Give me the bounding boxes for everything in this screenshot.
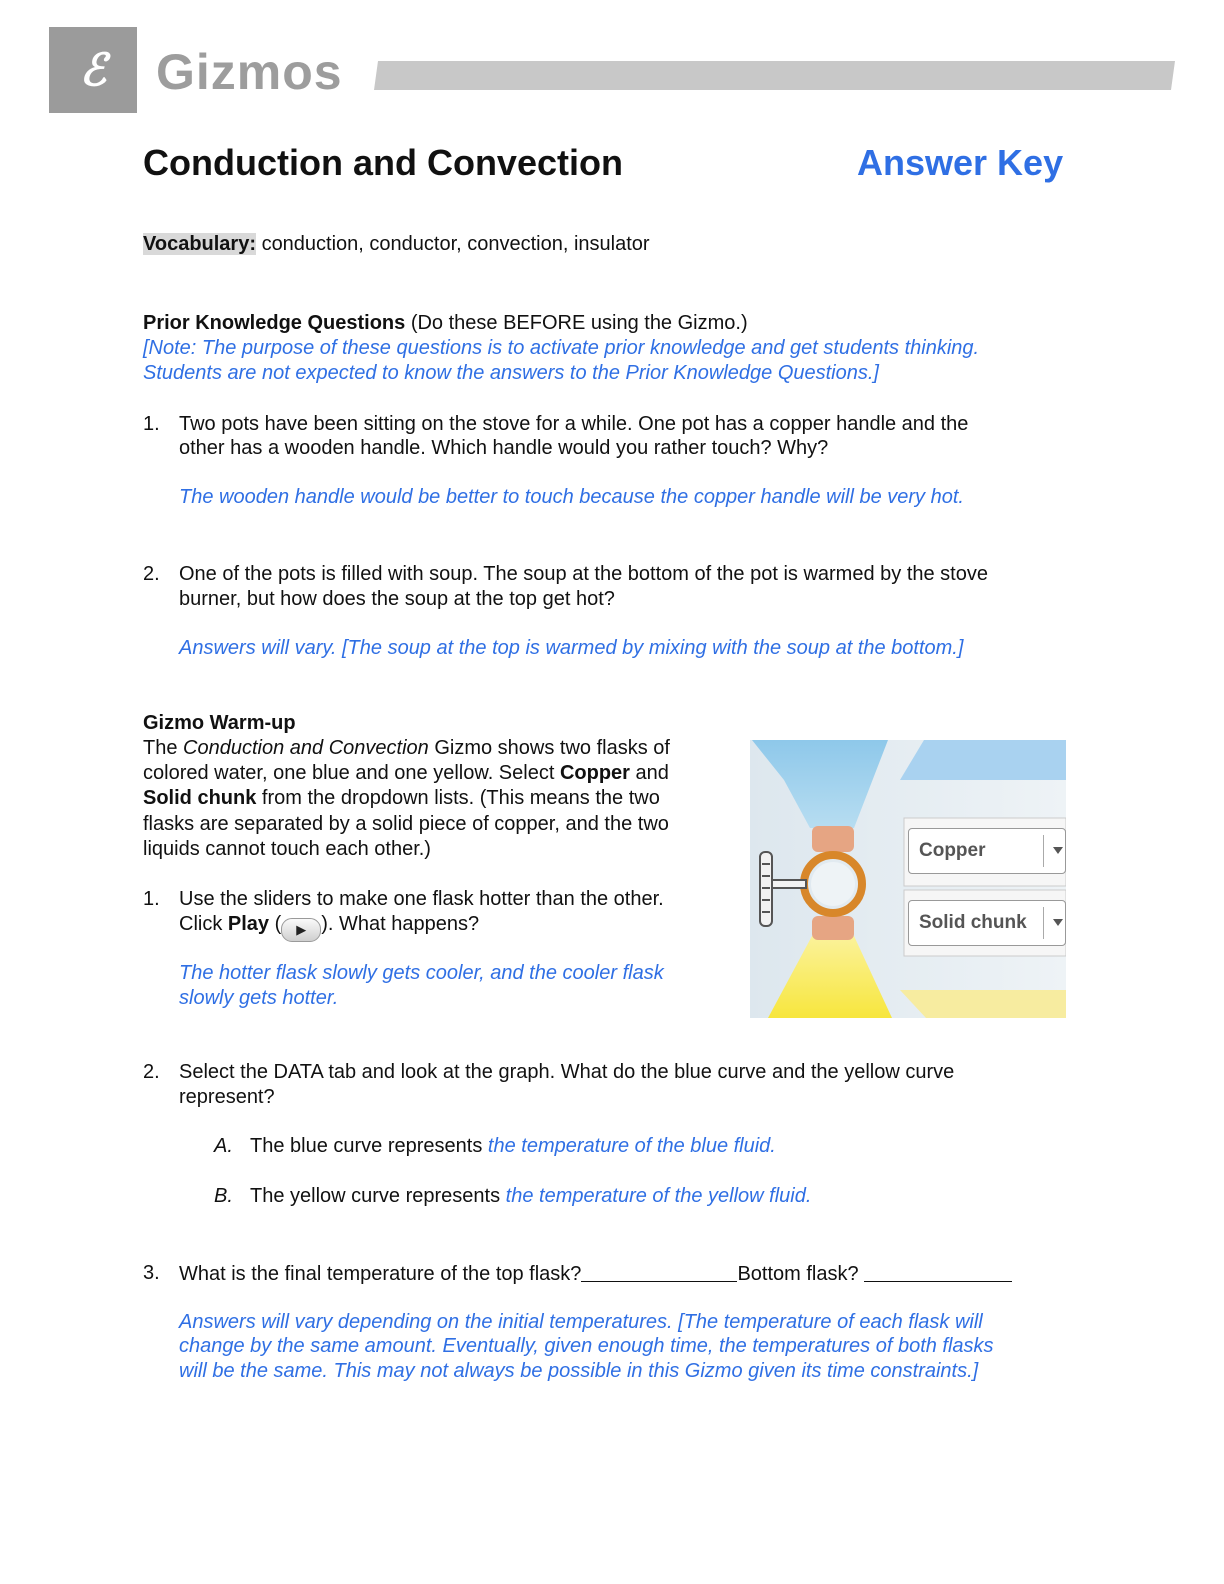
- warmup-intro-line-4: flasks are separated by a solid piece of copper, and the two: [143, 813, 669, 835]
- answer-text: change by the same amount. Eventually, given enough time, the temperatures of both flasks: [179, 1335, 994, 1357]
- material-dropdown-divider: [1043, 835, 1044, 867]
- question-number: 3.: [143, 1262, 160, 1284]
- page-title: Conduction and Convection: [143, 142, 623, 183]
- chevron-down-icon: [1053, 919, 1063, 926]
- part-b-line: [214, 1184, 233, 1209]
- header-bar: [374, 61, 1175, 90]
- question-text-line: [179, 1261, 1012, 1287]
- gizmo-screenshot: [750, 740, 1066, 1018]
- vocabulary-terms: conduction, conductor, convection, insulator: [261, 233, 650, 255]
- question-text: Click: [179, 913, 228, 935]
- vocabulary-label: Vocabulary:: [143, 233, 256, 255]
- logo-mark: ℰ: [79, 44, 107, 96]
- question-number: 2.: [143, 563, 160, 585]
- warmup-heading: Gizmo Warm-up: [143, 712, 296, 734]
- question-text-line: Select the DATA tab and look at the graph. What do the blue curve and the yellow curve: [179, 1061, 955, 1083]
- question-number: 1.: [143, 888, 160, 910]
- vocabulary-line: [143, 232, 650, 257]
- intro-text: from the dropdown lists. (This means the two: [256, 787, 660, 809]
- part-letter: A.: [214, 1135, 233, 1157]
- part-question: The blue curve represents: [250, 1135, 488, 1157]
- question-text: (: [269, 913, 282, 935]
- part-a-line: [214, 1134, 233, 1159]
- brand-name: Gizmos: [156, 44, 343, 100]
- warmup-intro-line-2: [143, 761, 669, 786]
- contact-dropdown-divider: [1043, 907, 1044, 939]
- part-question: The yellow curve represents: [250, 1185, 506, 1207]
- answer-text: Answers will vary. [The soup at the top is warmed by mixing with the soup at the bottom.]: [179, 637, 964, 659]
- play-label: Play: [227, 913, 270, 935]
- part-a-text: [250, 1134, 776, 1159]
- intro-text: The: [143, 737, 184, 759]
- question-text-line: burner, but how does the soup at the top get hot?: [179, 588, 615, 610]
- intro-text: colored water, one blue and one yellow. Select: [143, 762, 560, 784]
- answer-text: Answers will vary depending on the initial temperatures. [The temperature of each flask will: [179, 1311, 983, 1333]
- prior-knowledge-note-line-2: Students are not expected to know the answers to the Prior Knowledge Questions.]: [143, 362, 879, 384]
- play-icon: ▶: [281, 918, 321, 942]
- question-text: ). What happens?: [321, 913, 480, 935]
- flask-illustration: [750, 740, 1066, 1018]
- part-answer: the temperature of the blue fluid.: [487, 1135, 776, 1157]
- question-text: Bottom flask?: [737, 1263, 865, 1285]
- answer-text: The wooden handle would be better to touch because the copper handle will be very hot.: [179, 486, 964, 508]
- prior-knowledge-heading-line: [143, 311, 748, 336]
- answer-key-label: Answer Key: [857, 142, 1064, 183]
- question-number: 2.: [143, 1061, 160, 1083]
- material-dropdown-value: Copper: [919, 840, 986, 861]
- question-text-line: other has a wooden handle. Which handle would you rather touch? Why?: [179, 437, 829, 459]
- intro-italic: Conduction and Convection: [183, 737, 429, 759]
- question-number: 1.: [143, 413, 160, 435]
- contact-dropdown[interactable]: [908, 900, 1066, 946]
- warmup-intro-line-1: [143, 736, 670, 761]
- question-text-line: One of the pots is filled with soup. The soup at the bottom of the pot is warmed by the stove: [179, 563, 988, 585]
- gizmos-logo: [49, 27, 137, 113]
- prior-knowledge-heading-note: (Do these BEFORE using the Gizmo.): [410, 312, 748, 334]
- answer-text: will be the same. This may not always be possible in this Gizmo given its time constraints.]: [179, 1360, 979, 1382]
- answer-text: slowly gets hotter.: [179, 987, 339, 1009]
- question-text-line: Use the sliders to make one flask hotter than the other.: [179, 888, 664, 910]
- question-text: What is the final temperature of the top flask?: [179, 1263, 582, 1285]
- prior-knowledge-note-line-1: [Note: The purpose of these questions is to activate prior knowledge and get students thinking.: [143, 337, 980, 359]
- intro-bold: Solid chunk: [143, 787, 257, 809]
- material-dropdown[interactable]: [908, 828, 1066, 874]
- answer-text: The hotter flask slowly gets cooler, and the cooler flask: [179, 962, 664, 984]
- bottom-flask-blank[interactable]: [864, 1261, 1012, 1282]
- top-flask-blank[interactable]: [581, 1261, 737, 1282]
- intro-bold: Copper: [559, 762, 630, 784]
- question-text-line: [179, 912, 479, 942]
- question-text-line: Two pots have been sitting on the stove for a while. One pot has a copper handle and the: [179, 413, 969, 435]
- contact-dropdown-value: Solid chunk: [919, 912, 1027, 933]
- warmup-intro-line-3: [143, 786, 660, 811]
- part-answer: the temperature of the yellow fluid.: [505, 1185, 812, 1207]
- part-letter: B.: [214, 1185, 233, 1207]
- intro-text: Gizmo shows two flasks of: [428, 737, 670, 759]
- part-b-text: [250, 1184, 811, 1209]
- prior-knowledge-heading: Prior Knowledge Questions: [143, 312, 406, 334]
- warmup-intro-line-5: liquids cannot touch each other.): [143, 838, 431, 860]
- chevron-down-icon: [1053, 847, 1063, 854]
- question-text-line: represent?: [179, 1086, 275, 1108]
- intro-text: and: [629, 762, 669, 784]
